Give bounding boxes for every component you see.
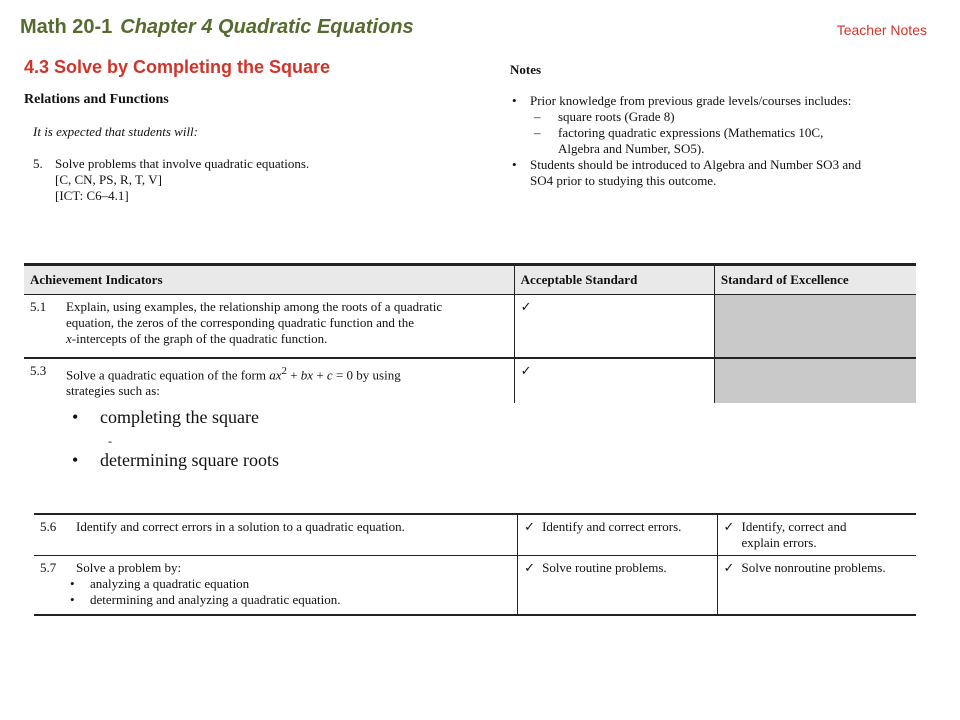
excellence-text: Identify, correct and explain errors.: [741, 519, 847, 550]
strategy-item: [72, 407, 259, 428]
notes-bullet: • Students should be introduced to Algebra and Number SO3 and: [510, 157, 910, 173]
strategy-item: [72, 450, 279, 471]
section-title: 4.3 Solve by Completing the Square: [24, 57, 331, 77]
notes-bullet-continuation: SO4 prior to studying this outcome.: [530, 173, 717, 188]
indicator-text: Explain, using examples, the relationship among the roots of a quadratic equation, the zeros of the corresponding quadratic function and the x-intercepts of the graph of the quadratic function.: [66, 299, 443, 346]
check-icon: ✓: [723, 519, 735, 534]
indicator-number: 5.1: [30, 299, 47, 314]
indicator-number: 5.3: [30, 363, 47, 378]
outcome-ict: [ICT: C6–4.1]: [55, 188, 129, 203]
achievement-table-continued: [34, 513, 916, 616]
check-icon: ✓: [524, 560, 535, 575]
sub-bullet: • determining and analyzing a quadratic equation.: [40, 592, 511, 608]
table-row: [34, 556, 916, 616]
sub-bullet: • analyzing a quadratic equation: [40, 576, 511, 592]
indicator-text: Solve a quadratic equation of the form $ax^2$ + bx + c = 0 by using strategies such as:: [66, 365, 401, 399]
indicator-text: Solve a problem by:: [76, 560, 182, 575]
achievement-table: [24, 263, 916, 403]
strategy-text: completing the square: [100, 407, 259, 427]
table-header-row: [24, 265, 916, 295]
acceptable-text: Solve routine problems.: [542, 560, 667, 575]
col-header-excellence: Standard of Excellence: [714, 265, 916, 295]
indicator-number: 5.6: [40, 519, 57, 534]
table-row: [24, 295, 916, 359]
outcome-text: Solve problems that involve quadratic equations.: [55, 156, 310, 171]
specific-outcome: [33, 156, 309, 204]
table-row: [24, 358, 916, 403]
chapter-name: Chapter 4 Quadratic Equations: [120, 16, 414, 38]
indicator-text: Identify and correct errors in a solution to a quadratic equation.: [76, 519, 405, 534]
table-row: [34, 514, 916, 556]
strand-heading: Relations and Functions: [24, 92, 169, 107]
notes-heading: Notes: [510, 62, 542, 77]
notes-bullet: • Prior knowledge from previous grade levels/courses includes:: [510, 93, 910, 109]
course-name: Math 20-1: [20, 16, 113, 38]
col-header-acceptable: Acceptable Standard: [514, 265, 714, 295]
check-icon: ✓: [524, 519, 535, 534]
excellence-shaded-cell: [714, 295, 916, 359]
bullet-glyph: •: [72, 407, 79, 427]
acceptable-check: ✓: [514, 295, 714, 359]
expected-statement: It is expected that students will:: [33, 124, 198, 139]
notes-dash-item: – factoring quadratic expressions (Mathematics 10C,: [510, 125, 910, 141]
acceptable-check: ✓: [514, 358, 714, 403]
excellence-shaded-cell: [714, 358, 916, 403]
notes-dash-continuation: Algebra and Number, SO5).: [558, 141, 705, 156]
indicator-number: 5.7: [40, 560, 57, 575]
excellence-text: Solve nonroutine problems.: [741, 560, 886, 575]
notes-dash-item: – square roots (Grade 8): [510, 109, 910, 125]
col-header-indicators: Achievement Indicators: [24, 265, 514, 295]
teacher-notes-label: Teacher Notes: [836, 22, 927, 38]
notes-list: [510, 93, 910, 189]
check-icon: ✓: [723, 560, 735, 575]
outcome-number: 5.: [33, 156, 43, 171]
bullet-glyph: •: [72, 450, 79, 470]
page-title: [20, 16, 414, 39]
acceptable-text: Identify and correct errors.: [542, 519, 682, 534]
strategy-text: determining square roots: [100, 450, 279, 470]
stray-mark: -: [108, 434, 112, 448]
outcome-codes: [C, CN, PS, R, T, V]: [55, 172, 162, 187]
